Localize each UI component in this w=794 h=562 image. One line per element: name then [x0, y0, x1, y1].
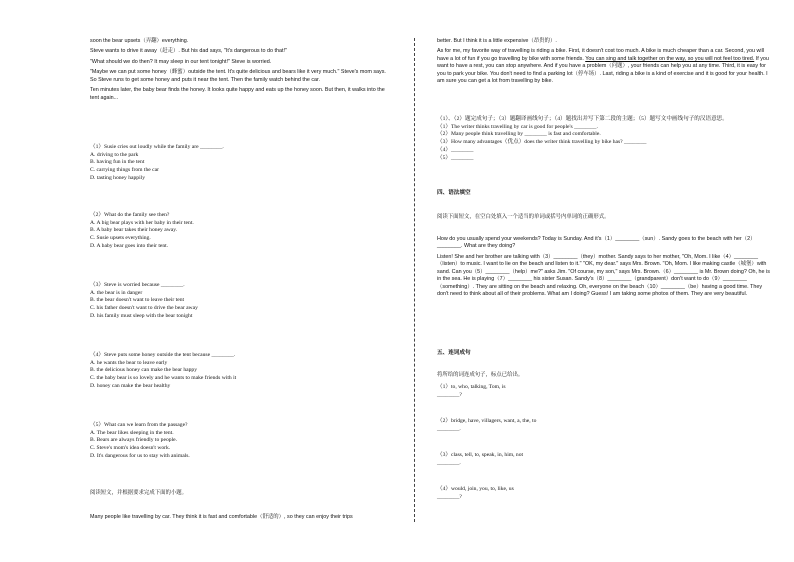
question-5 — [90, 422, 392, 461]
reading-passage-end — [90, 38, 392, 102]
option-d: D. honey can make the bear healthy — [90, 382, 171, 389]
passage-continued — [437, 38, 770, 86]
passage-paragraph — [437, 48, 770, 85]
passage-line: Many people like travelling by car. They think it is fast and comfortable（舒适的）, so they can enjoy their trips — [90, 514, 353, 520]
option-a: A. the bear is in danger — [90, 289, 143, 296]
answer-blank: ________? — [437, 493, 462, 500]
section-5-instruction — [437, 372, 770, 379]
instruction-text: 阅读下面短文，在空白处填入一个适当的单词或括号内单词的正确形式。 — [437, 214, 610, 220]
grammar-paragraph: How do you usually spend your weekends? Today is Sunday. And it's（1）________（sun）. Sandy goes to the beach with her（2）________. What are they doing? — [437, 236, 756, 250]
option-b: B. the bear doesn't want to leave their tent — [90, 297, 185, 304]
option-c: C. carrying things from the car — [90, 167, 159, 174]
grammar-paragraph: Listen! She and her brother are talking with（3）________（they）mother. Sandy says to her mother, "Oh, Mom. I like（4）________（listen）to music. I want to lie on the beach and listen to it." "OK, my dear." says Mrs. Brown. "Oh, Mom. I like making castle（城堡）with sand. Can you（5）________（help）me?" asks Jim. "Of course, my son," says Mrs. Brown.（6）________ is Mr. Brown doing? Oh, he is in the sea. He is playing（7）________ his sister Susan. Sandy's（8）________（grandparent）don't want to do（9）________（something）. They are sitting on the beach and relaxing. Oh, everyone on the beach（10）________（be）having a good time. They don't need to think about all of their problems. What am I doing? Guess! I am taking some photos of them. They are very beautiful. — [437, 253, 770, 298]
section-heading: 五、连词成句 — [437, 350, 471, 356]
task-item: （2）Many people think travelling by ________ is fast and comfortable. — [437, 131, 601, 138]
question-1 — [90, 144, 392, 183]
word-list: （1）to, who, talking, Tom, is — [437, 384, 506, 390]
option-c: C. his father doesn't want to drive the bear away — [90, 305, 198, 312]
passage-start — [90, 514, 392, 521]
option-b: B. Bears are always friendly to people. — [90, 437, 177, 444]
question-stem: （5）What can we learn from the passage? — [90, 422, 188, 428]
passage-line: "What should we do then? It may sleep in our tent tonight!" Steve is worried. — [90, 58, 272, 65]
option-d: D. A baby bear goes into their tent. — [90, 242, 169, 249]
question-4 — [90, 352, 392, 391]
instruction-text: 阅读短文，并根据要求完成下面的小题。 — [90, 490, 188, 496]
question-stem: （1）Susie cries out loudly while the family are ________. — [90, 144, 224, 150]
option-b: B. A baby bear takes their honey away. — [90, 227, 178, 234]
answer-blank: ________. — [437, 425, 461, 432]
section-heading: 四、语法填空 — [437, 190, 471, 196]
word-list: （2）bridge, have, villagers, want, a, the, to — [437, 418, 537, 424]
option-a: A. A big bear plays with her baby in their tent. — [90, 219, 194, 226]
option-b: B. having fun in the tent — [90, 159, 145, 166]
passage-line: Steve wants to drive it away（赶走）. But his dad says, "It's dangerous to do that!" — [90, 48, 287, 55]
sentence-item-3 — [437, 452, 770, 467]
instruction-text: 将所给的词连成句子，标点已给出。 — [437, 372, 524, 378]
grammar-passage — [437, 236, 770, 299]
answer-blank: ________? — [437, 391, 462, 398]
option-a: A. he wants the bear to leave early — [90, 359, 168, 366]
option-b: B. the delicious honey can make the bear happy — [90, 367, 198, 374]
option-d: D. It's dangerous for us to stay with animals. — [90, 452, 190, 459]
sentence-item-2 — [437, 418, 770, 433]
task-section — [437, 116, 770, 162]
passage-line: "Maybe we can put some honey（蜂蜜）outside the tent. It's quite delicious and bears like it very much." Steve's mom says. So Steve runs to get some honey and puts it near the tent. Then the family watch behind the car. — [90, 69, 386, 83]
option-d: D. tasting honey happily — [90, 174, 145, 181]
option-a: A. driving to the park — [90, 151, 139, 158]
reading-instruction — [90, 490, 392, 497]
question-stem: （3）Steve is worried because ________. — [90, 282, 185, 288]
option-c: C. the baby bear is so lovely and he wants to make friends with it — [90, 375, 237, 382]
passage-line: soon the bear upsets（弄翻）everything. — [90, 38, 189, 44]
question-stem: （4）Steve puts some honey outside the tent because ________. — [90, 352, 236, 358]
option-a: A. The bear likes sleeping in the tent. — [90, 429, 174, 436]
task-item: （4）________ — [437, 146, 474, 153]
task-item: （3）How many advantages（优点）does the writer think travelling by bike has? ________ — [437, 139, 647, 146]
section-4-heading — [437, 190, 770, 198]
task-instruction: （1）、（2）题完成句子；（3）题翻译画线句子；（4）题找出并写下第二段的主题；（5）题写文中画线句子的汉语意思。 — [437, 116, 728, 122]
answer-blank: ________. — [437, 459, 461, 466]
section-4-instruction — [437, 214, 770, 221]
section-5-heading — [437, 350, 770, 358]
question-2 — [90, 212, 392, 251]
word-list: （4）would, join, you, to, like, us — [437, 486, 514, 492]
underlined-sentence: You can sing and talk together on the way, so you will not feel too tired. — [585, 55, 755, 62]
task-item: （5）________ — [437, 154, 474, 161]
passage-line: Ten minutes later, the baby bear finds the honey. It looks quite happy and eats up the honey soon. But then, it walks into the tent again... — [90, 87, 385, 101]
passage-text: If you want to have a rest, you can stop anywhere. And if you have a problem（问题）, your friends can help you at any time. Third, it is easy for you to park your bike. You don't need to find a parking lot（停车场）. Last, riding a bike is a kind of exercise and it is good for your health. I am sure you can get a lot from travelling by bike. — [437, 55, 769, 85]
option-c: C. Steve's mom's idea doesn't work. — [90, 445, 171, 452]
sentence-item-1 — [437, 384, 770, 399]
passage-line: better. But I think it is a little expensive（昂贵的）. — [437, 38, 557, 44]
word-list: （3）class, tell, to, speak, in, him, not — [437, 452, 524, 458]
option-d: D. his family must sleep with the bear tonight — [90, 312, 193, 319]
column-divider — [414, 38, 415, 522]
sentence-item-4 — [437, 486, 770, 501]
question-3 — [90, 282, 392, 321]
task-item: （1）The writer thinks travelling by car is good for people's ________. — [437, 123, 598, 130]
question-stem: （2）What do the family see then? — [90, 212, 170, 218]
passage-text: As for me, my favorite way of travelling is riding a bike. First, it doesn't cost too much. A bike is much cheaper than a car. Second, you will have a lot of fun if you go travelling by bike with some friends. — [437, 48, 765, 62]
option-c: C. Susie upsets everything. — [90, 235, 151, 242]
